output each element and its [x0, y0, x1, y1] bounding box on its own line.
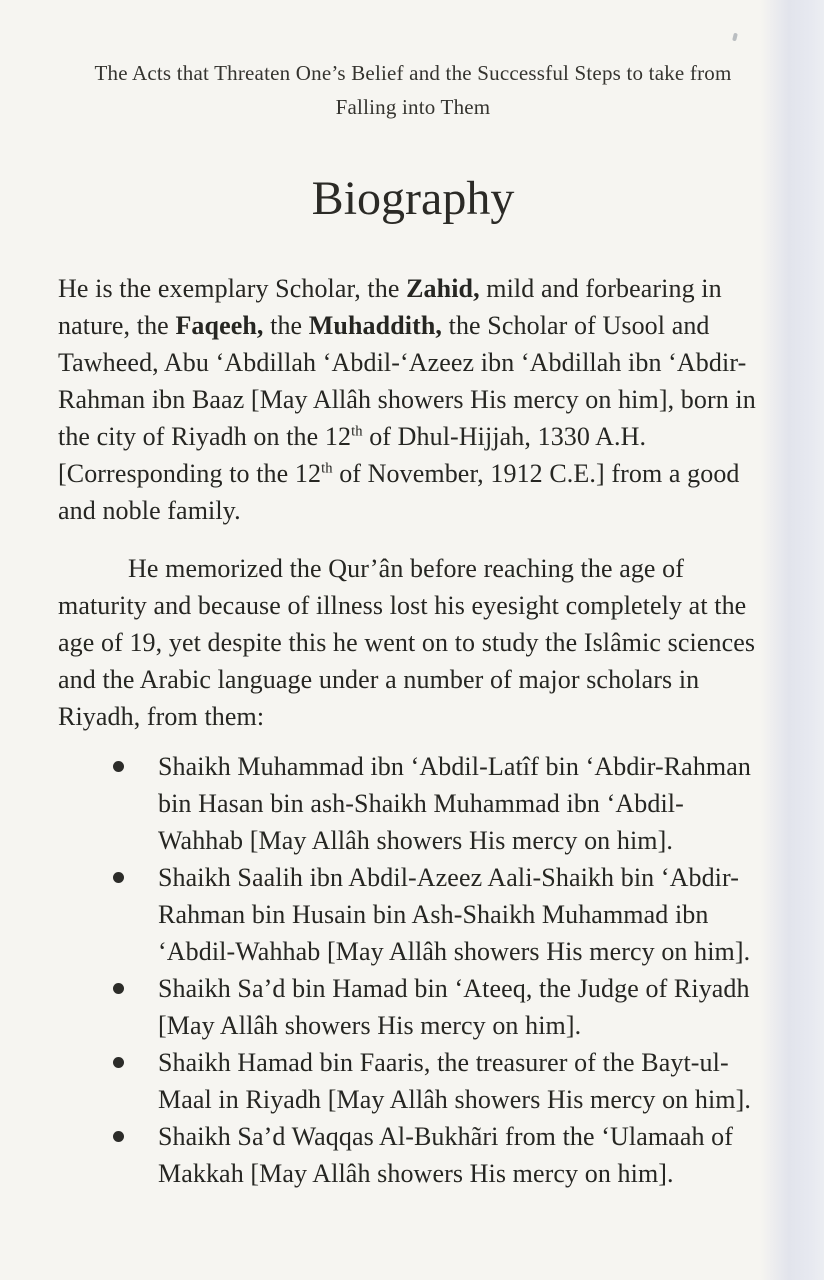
biography-paragraph-2: [58, 550, 768, 735]
running-header-line-2: Falling into Them: [335, 95, 491, 119]
scholar-list-item: Shaikh Saalih ibn Abdil-Azeez Aali-Shaikh bin ‘Abdir-Rahman bin Husain bin Ash-Shaikh Muhammad ibn ‘Abdil-Wahhab [May Allâh showers His mercy on him].: [58, 859, 768, 970]
body-text: [58, 270, 768, 1192]
biography-paragraph-1: [58, 270, 768, 529]
text-run: the Scholar of Usool and Tawheed, Abu ‘Abdillah ‘Abdil-‘Azeez ibn ‘Abdillah ibn ‘Abdir-Rahman ibn Baaz [May Allâh showers His mercy on him], born in the city of Riyadh on the 12: [58, 311, 756, 451]
scholars-bullet-list: [58, 748, 768, 1192]
bold-term: Zahid,: [406, 274, 480, 303]
text-run: He is the exemplary Scholar, the: [58, 274, 407, 303]
text-run: He memorized the Qur’ân before reaching the age of maturity and because of illness lost his eyesight completely at the age of 19, yet despite this he went on to study the Islâmic sciences and the Arabic language under a number of major scholars in Riyadh, from them:: [58, 554, 756, 731]
page-title: Biography: [311, 172, 515, 225]
scholar-list-item: Shaikh Muhammad ibn ‘Abdil-Latîf bin ‘Abdir-Rahman bin Hasan bin ash-Shaikh Muhammad ibn ‘Abdil-Wahhab [May Allâh showers His mercy on him].: [58, 748, 768, 859]
page-content: [58, 56, 768, 1192]
ordinal-superscript: th: [321, 460, 333, 477]
running-header: [58, 56, 768, 124]
scholar-list-item: Shaikh Hamad bin Faaris, the treasurer of the Bayt-ul-Maal in Riyadh [May Allâh showers His mercy on him].: [58, 1044, 768, 1118]
text-run: mild and forbearing in nature, the: [58, 274, 722, 340]
text-run: of Dhul-Hijjah, 1330 A.H. [Corresponding to the 12: [58, 422, 647, 488]
scholar-list-item: Shaikh Sa’d Waqqas Al-Bukhãri from the ‘Ulamaah of Makkah [May Allâh showers His mercy on him].: [58, 1118, 768, 1192]
ordinal-superscript: th: [351, 423, 363, 440]
text-run: of November, 1912 C.E.] from a good and noble family.: [58, 459, 740, 525]
text-run: the: [263, 311, 309, 340]
scholar-list-item: Shaikh Sa’d bin Hamad bin ‘Ateeq, the Judge of Riyadh [May Allâh showers His mercy on him].: [58, 970, 768, 1044]
bold-term: Muhaddith,: [308, 311, 443, 340]
page-edge-shadow: [760, 0, 824, 1280]
running-header-line-1: The Acts that Threaten One’s Belief and the Successful Steps to take from: [94, 61, 732, 85]
scan-artifact-speck: [732, 33, 738, 42]
bold-term: Faqeeh,: [175, 311, 264, 340]
